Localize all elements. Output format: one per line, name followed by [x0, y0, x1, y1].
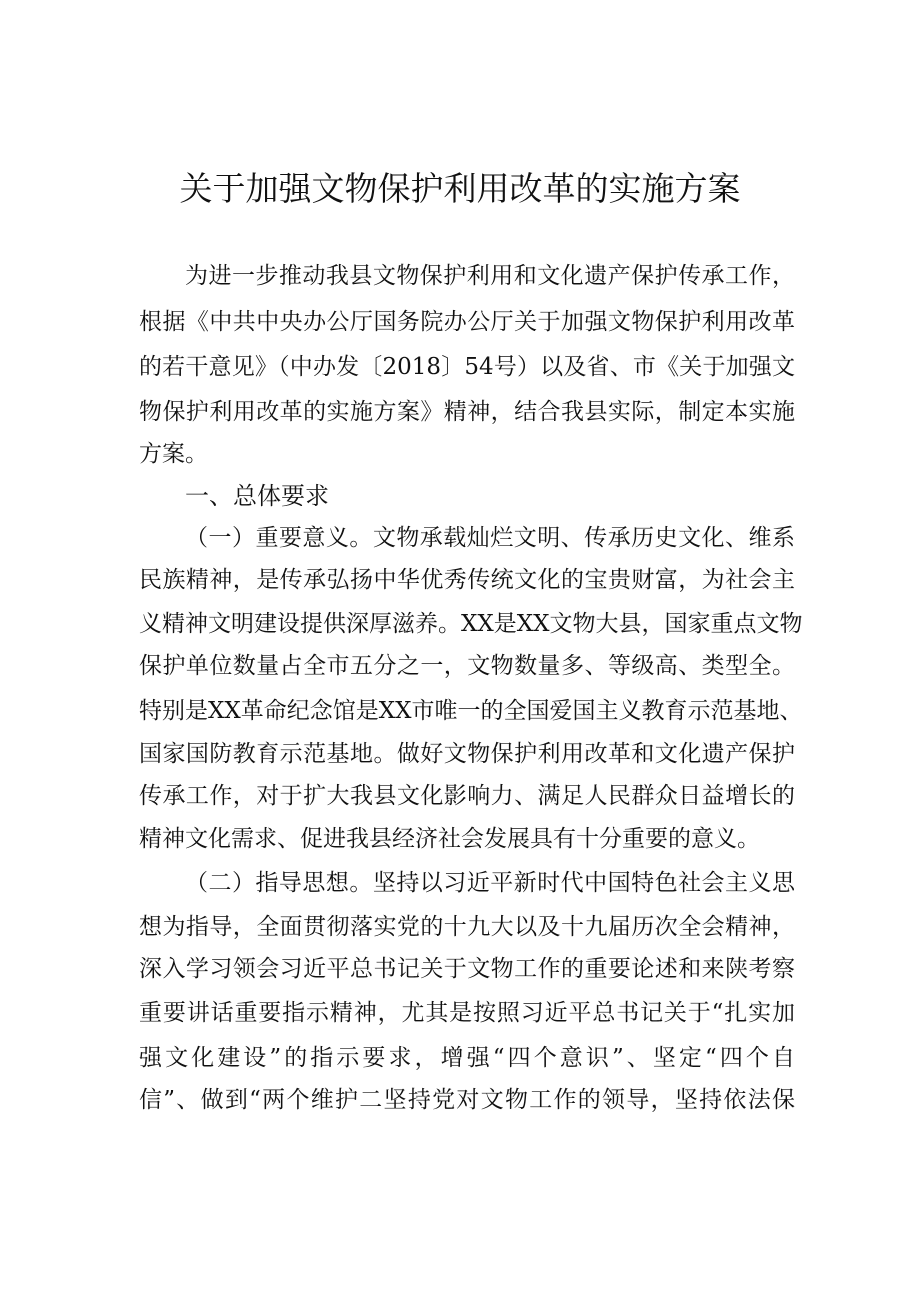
paragraph-2-line-7: 传承工作，对于扩大我县文化影响力、满足人民群众日益增长的	[139, 783, 795, 809]
paragraph-3-line-5: 强文化建设”的指示要求，增强“四个意识”、坚定“四个自	[139, 1045, 795, 1071]
paragraph-2-line-6: 国家国防教育示范基地。做好文物保护利用改革和文化遗产保护	[139, 741, 795, 767]
paragraph-1-line-1: 为进一步推动我县文物保护利用和文化遗产保护传承工作，	[185, 263, 795, 289]
section-heading: 一、总体要求	[185, 482, 329, 510]
paragraph-2-line-4: 保护单位数量占全市五分之一，文物数量多、等级高、类型全。	[139, 653, 795, 679]
paragraph-2-line-1: （一）重要意义。文物承载灿烂文明、传承历史文化、维系	[185, 525, 795, 551]
paragraph-3-line-3: 深入学习领会习近平总书记关于文物工作的重要论述和来陕考察	[139, 956, 795, 982]
paragraph-2-line-5: 特别是XX革命纪念馆是XX市唯一的全国爱国主义教育示范基地、	[139, 698, 803, 724]
paragraph-2-line-8: 精神文化需求、促进我县经济社会发展具有十分重要的意义。	[139, 826, 760, 852]
paragraph-1-line-2: 根据《中共中央办公厅国务院办公厅关于加强文物保护利用改革	[139, 309, 795, 335]
paragraph-1-line-3: 的若干意见》（中办发〔2018〕54号）以及省、市《关于加强文	[139, 354, 795, 380]
paragraph-2-line-2: 民族精神，是传承弘扬中华优秀传统文化的宝贵财富，为社会主	[139, 567, 795, 593]
paragraph-3-line-6: 信”、做到“两个维护二坚持党对文物工作的领导，坚持依法保	[139, 1087, 795, 1113]
document-title: 关于加强文物保护利用改革的实施方案	[179, 169, 741, 208]
paragraph-2-line-3: 义精神文明建设提供深厚滋养。XX是XX文物大县，国家重点文物	[139, 611, 803, 637]
paragraph-3-line-2: 想为指导，全面贯彻落实党的十九大以及十九届历次全会精神，	[139, 914, 795, 940]
paragraph-3-line-1: （二）指导思想。坚持以习近平新时代中国特色社会主义思	[185, 870, 795, 896]
paragraph-3-line-4: 重要讲话重要指示精神，尤其是按照习近平总书记关于“扎实加	[139, 1000, 795, 1026]
paragraph-1-line-5: 方案。	[139, 441, 208, 467]
paragraph-1-line-4: 物保护利用改革的实施方案》精神，结合我县实际，制定本实施	[139, 399, 795, 425]
